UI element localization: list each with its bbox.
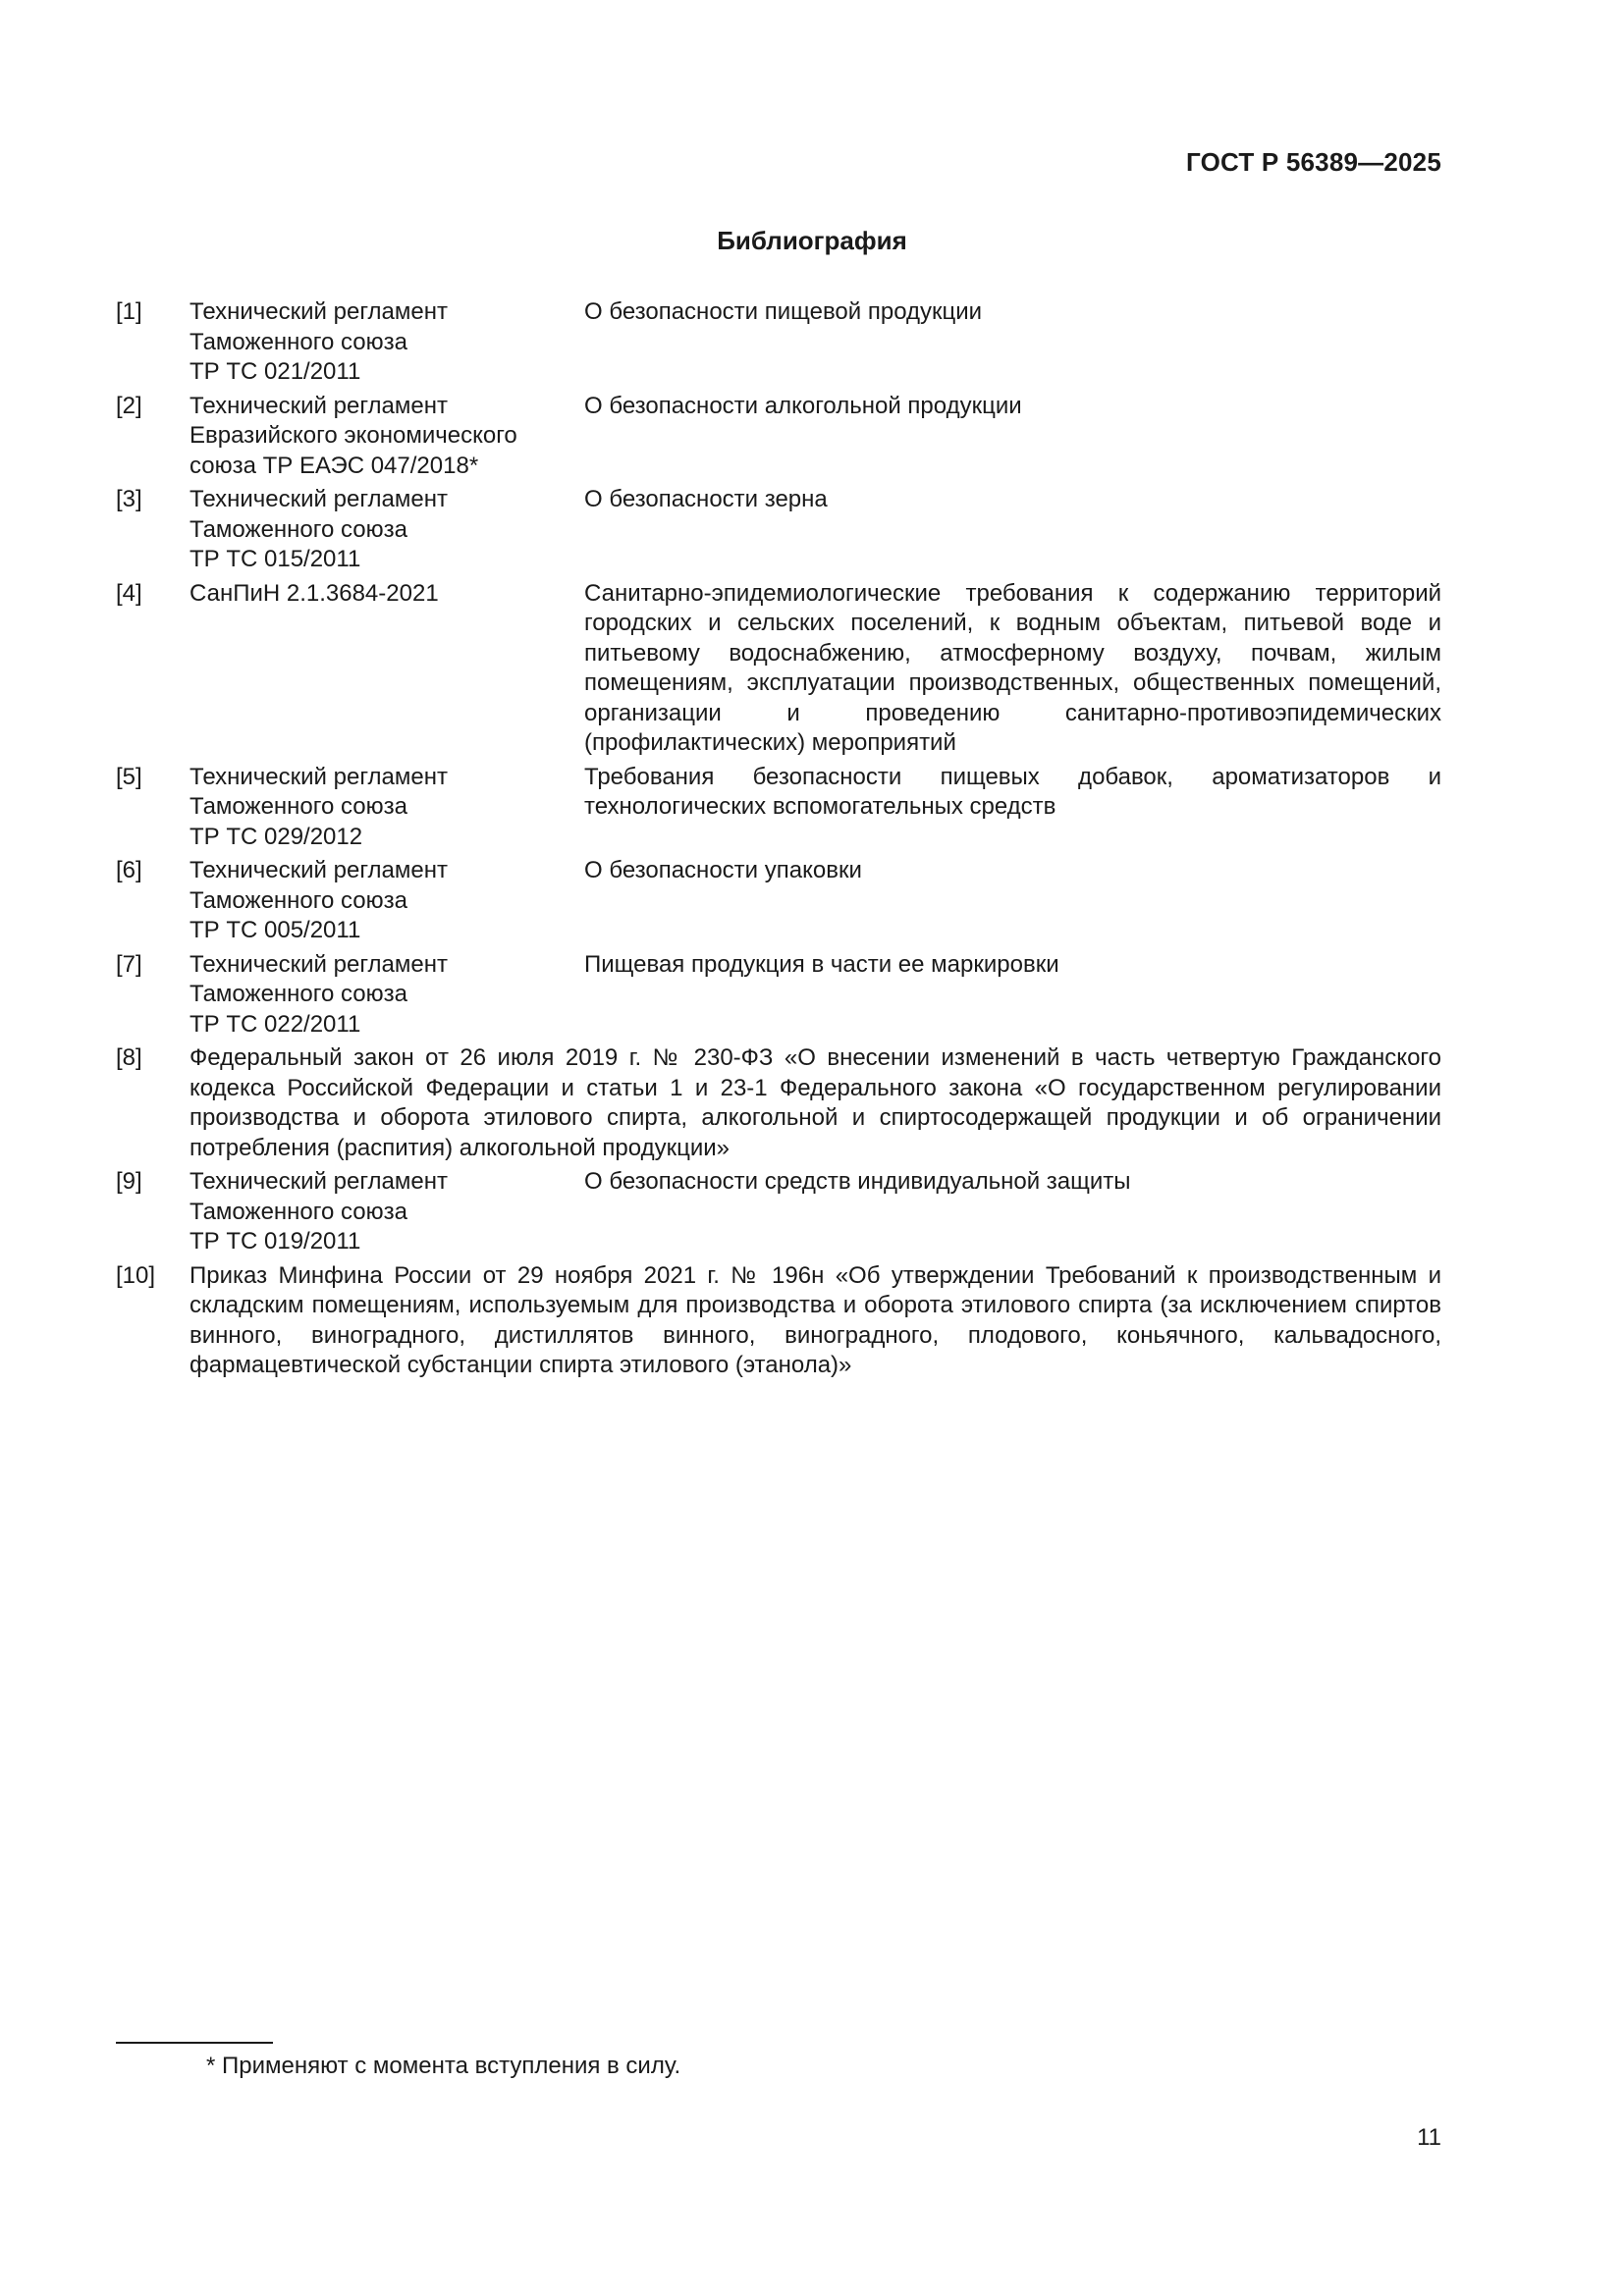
entry-number: [8] xyxy=(116,1044,142,1071)
entry-title: О безопасности зерна xyxy=(584,486,828,512)
entry-reference: Технический регламент Таможенного союза ТР ТС 019/2011 xyxy=(189,1168,448,1255)
document-code: ГОСТ Р 56389—2025 xyxy=(1186,147,1441,177)
bibliography-entry xyxy=(116,1167,1441,1257)
entry-reference: Технический регламент Евразийского экономического союза ТР ЕАЭС 047/2018* xyxy=(189,392,517,479)
bibliography-list xyxy=(116,297,1441,1385)
bibliography-entry xyxy=(116,763,1441,853)
entry-number: [4] xyxy=(116,579,142,607)
entry-number: [5] xyxy=(116,763,142,790)
entry-reference: Технический регламент Таможенного союза ТР ТС 022/2011 xyxy=(189,950,448,1038)
entry-title: О безопасности упаковки xyxy=(584,857,862,883)
entry-reference: Технический регламент Таможенного союза ТР ТС 029/2012 xyxy=(189,763,448,850)
footnote-divider xyxy=(116,2042,273,2044)
entry-reference: СанПиН 2.1.3684-2021 xyxy=(189,579,439,607)
entry-reference: Технический регламент Таможенного союза ТР ТС 015/2011 xyxy=(189,486,448,572)
bibliography-entry xyxy=(116,392,1441,482)
bibliography-entry xyxy=(116,297,1441,388)
section-title: Библиография xyxy=(717,226,907,255)
entry-number: [10] xyxy=(116,1261,156,1289)
entry-reference: Технический регламент Таможенного союза ТР ТС 021/2011 xyxy=(189,298,448,385)
entry-title: Пищевая продукция в части ее маркировки xyxy=(584,950,1059,978)
entry-title: О безопасности алкогольной продукции xyxy=(584,392,1022,419)
entry-number: [3] xyxy=(116,486,142,512)
entry-number: [6] xyxy=(116,857,142,883)
footnote: * Применяют с момента вступления в силу. xyxy=(206,2053,681,2079)
page-number: 11 xyxy=(1417,2124,1441,2151)
bibliography-entry xyxy=(116,950,1441,1041)
entry-number: [1] xyxy=(116,298,142,325)
bibliography-entry xyxy=(116,1043,1441,1163)
bibliography-entry xyxy=(116,579,1441,759)
entry-full-text: Федеральный закон от 26 июля 2019 г. № 230-ФЗ «О внесении изменений в часть четвертую Гражданского кодекса Российской Федерации и статьи 1 и 23-1 Федерального закона «О государственном регулировании производства и оборота этилового спирта, алкогольной и спиртосодержащей продукции и об ограничении потребления (распития) алкогольной продукции» xyxy=(189,1044,1441,1161)
entry-number: [2] xyxy=(116,392,142,419)
entry-number: [7] xyxy=(116,950,142,978)
bibliography-entry xyxy=(116,485,1441,575)
entry-title: О безопасности средств индивидуальной защиты xyxy=(584,1168,1131,1195)
entry-reference: Технический регламент Таможенного союза ТР ТС 005/2011 xyxy=(189,857,448,943)
entry-title: Санитарно-эпидемиологические требования к содержанию территорий городских и сельских поселений, к водным объектам, питьевой воде и питьевому водоснабжению, атмосферному воздуху, почвам, жилым помещениям, эксплуатации производственных, общественных помещений, организации и проведению санитарно-противоэпидемических (профилактических) мероприятий xyxy=(584,579,1441,756)
entry-title: Требования безопасности пищевых добавок, ароматизаторов и технологических вспомогательных средств xyxy=(584,763,1441,820)
entry-full-text: Приказ Минфина России от 29 ноября 2021 г. № 196н «Об утверждении Требований к производственным и складским помещениям, используемым для производства и оборота этилового спирта (за исключением спиртов винного, виноградного, дистиллятов винного, виноградного, плодового, коньячного, кальвадосного, фармацевтической субстанции спирта этилового (этанола)» xyxy=(189,1261,1441,1378)
bibliography-entry xyxy=(116,1261,1441,1381)
entry-number: [9] xyxy=(116,1168,142,1195)
entry-title: О безопасности пищевой продукции xyxy=(584,298,983,325)
bibliography-entry xyxy=(116,856,1441,946)
